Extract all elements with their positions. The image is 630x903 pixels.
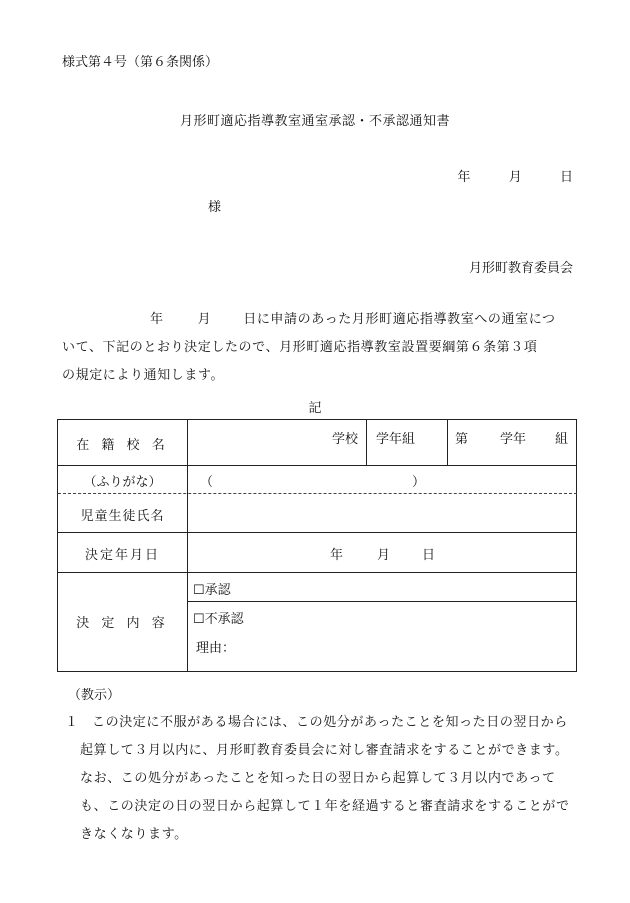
table-divider [58,532,577,533]
decision-date-day: 日 [422,548,436,563]
furigana-paren-open: （ [200,475,214,490]
decision-date-label: 決定年月日 [84,548,160,563]
school-suffix: 学校 [332,432,359,447]
para-month: 月 [197,312,212,327]
para-line2: いて、下記のとおり決定したので、月形町適応指導教室設置要綱第６条第３項 [62,340,538,355]
date-year: 年 [457,170,471,185]
issuer-name: 月形町教育委員会 [468,261,573,276]
reason-label: 理由： [196,641,236,656]
decision-date-year: 年 [330,548,344,563]
notice-heading: （教示） [68,688,121,703]
date-line [457,166,573,185]
school-label: 在 籍 校 名 [76,438,169,453]
grade-dai: 第 [455,432,469,447]
table-divider [447,420,448,465]
grade-kumi: 組 [555,432,569,447]
table-divider [366,420,367,465]
para-year: 年 [150,312,164,327]
furigana-label: （ふりがな） [83,475,162,490]
table-divider [187,420,188,672]
notice-item-text: この決定に不服がある場合には、この処分があったことを知った日の翌日から起算して３月以内に、月形町教育委員会に対し審査請求をすることができます。なお、この処分があったことを知った日の翌日から起算して３月以内であっても、この決定の日の翌日から起算して１年を経過すると審査請求をすることができなくなります。 [80,715,570,842]
table-dashed-divider [58,493,577,494]
decision-date-month: 月 [377,548,391,563]
ki-heading: 記 [308,401,322,416]
para-line3: の規定により通知します。 [62,368,225,383]
disapprove-checkbox[interactable]: ☐不承認 [193,612,244,627]
student-name-label: 児童生徒氏名 [80,509,165,524]
table-divider [58,465,577,466]
notice-paragraph [62,306,576,390]
grade-gakunen: 学年 [500,432,527,447]
decision-content-label: 決 定 内 容 [76,616,169,631]
date-month: 月 [508,170,522,185]
decision-table [57,419,577,672]
date-day: 日 [559,170,573,185]
table-divider [187,601,577,602]
notice-item-number: １ [65,715,79,730]
grade-class-label: 学年組 [376,432,416,447]
approve-checkbox[interactable]: ☐承認 [193,583,231,598]
form-number: 様式第４号（第６条関係） [62,55,219,70]
table-divider [58,572,577,573]
para-line1: 日に申請のあった月形町適応指導教室への通室につ [243,312,556,327]
addressee-suffix: 様 [208,200,222,215]
document-title: 月形町適応指導教室通室承認・不承認通知書 [179,114,450,129]
furigana-paren-close: ） [412,475,426,490]
